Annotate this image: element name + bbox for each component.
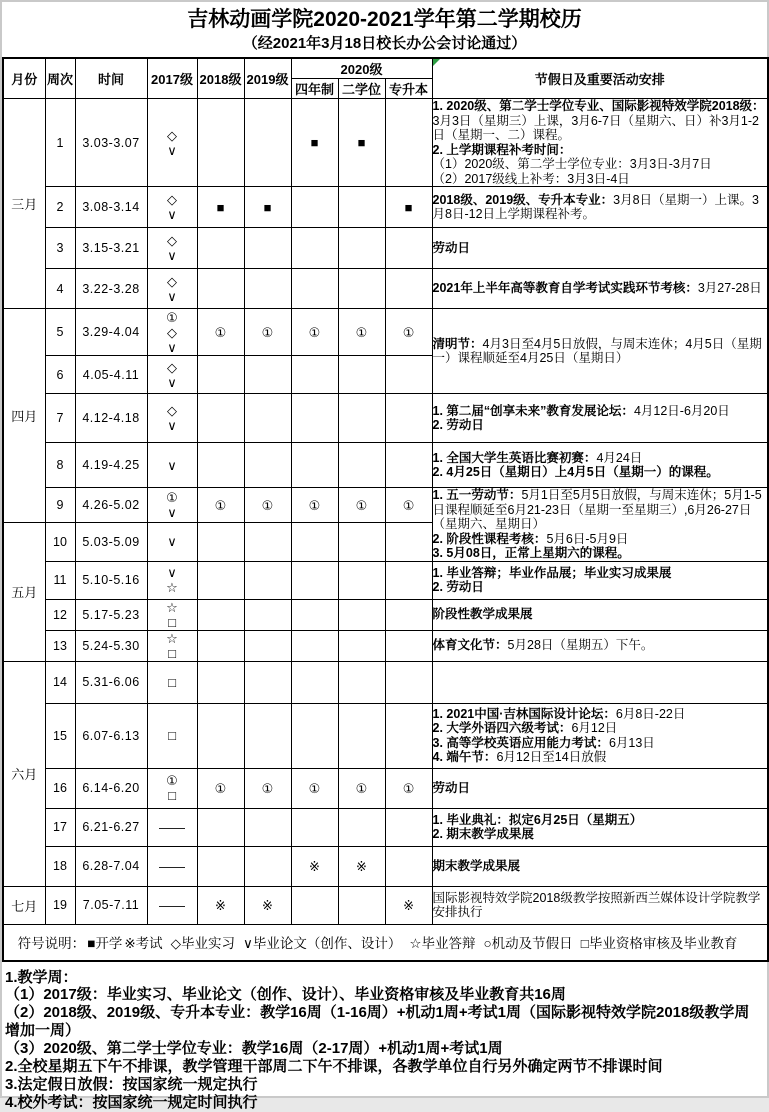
calendar-row — [3, 187, 768, 228]
symbols-2020-4yr — [291, 269, 338, 309]
legend-prefix: 符号说明： — [17, 936, 86, 951]
time-cell: 5.10-5.16 — [75, 561, 147, 599]
note-paragraph: 2. 期末教学成果展 — [432, 827, 534, 841]
note-cell — [432, 443, 768, 488]
week-cell: 10 — [45, 523, 75, 562]
cell-flag-icon — [433, 59, 440, 66]
week-cell: 17 — [45, 808, 75, 846]
week-cell: 13 — [45, 630, 75, 661]
symbols-2020-4yr — [291, 523, 338, 562]
note-cell — [432, 99, 768, 187]
header-notes-label: 节假日及重要活动安排 — [534, 72, 665, 87]
symbols-2020-4yr — [291, 228, 338, 269]
time-cell: 5.24-5.30 — [75, 630, 147, 661]
symbols-2020-2nd-degree — [338, 228, 385, 269]
symbols-2020-2nd-degree: ① — [338, 309, 385, 356]
symbols-2020-4yr — [291, 630, 338, 661]
week-cell: 18 — [45, 846, 75, 886]
symbols-2019: ① — [244, 768, 291, 808]
note-cell — [432, 309, 768, 394]
symbols-2017: □ — [147, 661, 197, 703]
symbols-2020-4yr — [291, 703, 338, 768]
symbols-2018: ① — [197, 488, 244, 523]
week-cell: 16 — [45, 768, 75, 808]
header-2020-4yr: 四年制 — [291, 79, 338, 99]
symbols-2018 — [197, 561, 244, 599]
symbols-2019 — [244, 703, 291, 768]
symbols-2017: ◇ ∨ — [147, 228, 197, 269]
symbols-2020-2nd-degree — [338, 808, 385, 846]
symbols-2020-2nd-degree — [338, 599, 385, 630]
symbols-2019 — [244, 630, 291, 661]
symbols-2019 — [244, 523, 291, 562]
calendar-row — [3, 309, 768, 356]
header-2020-2nd-degree: 二学位 — [338, 79, 385, 99]
week-cell: 5 — [45, 309, 75, 356]
symbols-2020-zhuanshengben — [385, 99, 432, 187]
legend-item: ☆毕业答辩 — [409, 936, 476, 951]
symbols-2020-zhuanshengben — [385, 356, 432, 394]
legend-cell — [3, 924, 768, 961]
symbols-2017: ∨ — [147, 523, 197, 562]
symbols-2020-zhuanshengben: ① — [385, 309, 432, 356]
symbols-2020-4yr — [291, 599, 338, 630]
time-cell: 5.31-6.06 — [75, 661, 147, 703]
footnote-line: （1）2017级：毕业实习、毕业论文（创作、设计）、毕业资格审核及毕业教育共16周 — [5, 986, 566, 1004]
time-cell: 6.14-6.20 — [75, 768, 147, 808]
symbols-2020-2nd-degree — [338, 523, 385, 562]
calendar-row — [3, 599, 768, 630]
symbols-2020-zhuanshengben — [385, 523, 432, 562]
symbols-2017: □ — [147, 703, 197, 768]
note-cell — [432, 808, 768, 846]
month-cell: 五月 — [3, 523, 45, 662]
note-paragraph: 2. 劳动日 — [432, 418, 484, 432]
note-paragraph: 期末教学成果展 — [432, 858, 521, 873]
symbols-2017: ☆ □ — [147, 630, 197, 661]
symbols-2018: ■ — [197, 187, 244, 228]
time-cell: 3.22-3.28 — [75, 269, 147, 309]
note-paragraph: （2）2017级线上补考：3月3日-4日 — [432, 171, 630, 186]
symbols-2019: ① — [244, 488, 291, 523]
header-2020-zhuanshengben: 专升本 — [385, 79, 432, 99]
footnote-line: 4.校外考试：按国家统一规定时间执行 — [5, 1093, 258, 1111]
symbols-2020-4yr: ① — [291, 768, 338, 808]
symbols-2020-2nd-degree — [338, 443, 385, 488]
note-paragraph: 2018级、2019级、专升本专业：3月8日（星期一）上课。3月8日-12日上学期课程补考。 — [432, 192, 760, 221]
calendar-row — [3, 488, 768, 523]
calendar-row — [3, 99, 768, 187]
header-notes — [432, 58, 768, 99]
time-cell: 3.15-3.21 — [75, 228, 147, 269]
calendar-row — [3, 808, 768, 846]
page-title: 吉林动画学院2020-2021学年第二学期校历 — [187, 8, 582, 31]
note-paragraph: 劳动日 — [432, 240, 471, 255]
calendar-row — [3, 768, 768, 808]
note-cell — [432, 846, 768, 886]
symbols-2018: ① — [197, 768, 244, 808]
header-month: 月份 — [3, 58, 45, 99]
page-subtitle: （经2021年3月18日校长办公会讨论通过） — [242, 35, 527, 52]
symbols-2020-4yr — [291, 561, 338, 599]
calendar-table — [2, 57, 769, 962]
symbols-2018 — [197, 661, 244, 703]
symbols-2017: —— — [147, 886, 197, 924]
note-paragraph: 2. 劳动日 — [432, 580, 484, 594]
time-cell: 5.03-5.09 — [75, 523, 147, 562]
symbols-2018 — [197, 599, 244, 630]
symbols-2020-zhuanshengben — [385, 394, 432, 443]
week-cell: 3 — [45, 228, 75, 269]
note-paragraph: 1. 2021中国·吉林国际设计论坛：6月8日-22日 — [432, 706, 686, 721]
symbols-2017: ◇ ∨ — [147, 99, 197, 187]
legend-items — [87, 936, 745, 951]
week-cell: 15 — [45, 703, 75, 768]
symbols-2019 — [244, 269, 291, 309]
note-cell — [432, 228, 768, 269]
time-cell: 4.05-4.11 — [75, 356, 147, 394]
symbols-2019 — [244, 99, 291, 187]
symbols-2017: —— — [147, 846, 197, 886]
symbols-2019: ※ — [244, 886, 291, 924]
symbols-2020-2nd-degree: ■ — [338, 99, 385, 187]
note-paragraph: 清明节：4月3日至4月5日放假，与周末连休；4月5日（星期一）课程顺延至4月25日（星期日） — [432, 336, 762, 365]
symbols-2020-4yr — [291, 394, 338, 443]
symbols-2020-4yr — [291, 886, 338, 924]
symbols-2019 — [244, 846, 291, 886]
time-cell: 6.21-6.27 — [75, 808, 147, 846]
symbols-2018: ① — [197, 309, 244, 356]
symbols-2020-2nd-degree — [338, 269, 385, 309]
legend-item: ∨毕业论文（创作、设计） — [243, 936, 402, 951]
legend-row — [3, 924, 768, 961]
symbols-2018: ※ — [197, 886, 244, 924]
legend-item: ■开学 — [87, 936, 123, 951]
calendar-header — [3, 58, 768, 99]
week-cell: 11 — [45, 561, 75, 599]
note-cell — [432, 488, 768, 562]
symbols-2020-zhuanshengben — [385, 630, 432, 661]
note-paragraph: 1. 第二届“创享未来”教育发展论坛：4月12日-6月20日 — [432, 403, 730, 418]
time-cell: 3.29-4.04 — [75, 309, 147, 356]
symbols-2017: ∨ ☆ — [147, 561, 197, 599]
week-cell: 8 — [45, 443, 75, 488]
symbols-2017: ∨ — [147, 443, 197, 488]
note-paragraph: 2. 上学期课程补考时间： — [432, 142, 572, 157]
symbols-2020-2nd-degree — [338, 561, 385, 599]
symbols-2017: ◇ ∨ — [147, 356, 197, 394]
note-paragraph: 1. 毕业答辩；毕业作品展；毕业实习成果展 — [432, 565, 672, 580]
week-cell: 6 — [45, 356, 75, 394]
symbols-2020-4yr — [291, 443, 338, 488]
calendar-row — [3, 703, 768, 768]
symbols-2020-2nd-degree: ※ — [338, 846, 385, 886]
calendar-row — [3, 886, 768, 924]
week-cell: 7 — [45, 394, 75, 443]
week-cell: 9 — [45, 488, 75, 523]
note-cell — [432, 394, 768, 443]
header-2017: 2017级 — [147, 58, 197, 99]
header-2019: 2019级 — [244, 58, 291, 99]
symbols-2017: ◇ ∨ — [147, 269, 197, 309]
symbols-2018 — [197, 846, 244, 886]
symbols-2018 — [197, 703, 244, 768]
month-cell: 六月 — [3, 661, 45, 886]
month-cell: 三月 — [3, 99, 45, 309]
calendar-row — [3, 846, 768, 886]
legend-item: □毕业资格审核及毕业教育 — [580, 936, 738, 951]
note-cell — [432, 561, 768, 599]
calendar-row — [3, 394, 768, 443]
symbols-2020-2nd-degree: ① — [338, 488, 385, 523]
note-cell — [432, 599, 768, 630]
symbols-2020-zhuanshengben — [385, 269, 432, 309]
note-paragraph: 1. 毕业典礼：拟定6月25日（星期五） — [432, 812, 643, 827]
calendar-row — [3, 661, 768, 703]
note-paragraph: 劳动日 — [432, 780, 471, 795]
note-cell — [432, 886, 768, 924]
time-cell: 6.07-6.13 — [75, 703, 147, 768]
symbols-2018 — [197, 523, 244, 562]
month-cell: 四月 — [3, 309, 45, 523]
symbols-2019 — [244, 808, 291, 846]
footnote-line: （3）2020级、第二学士学位专业：教学16周（2-17周）+机动1周+考试1周 — [5, 1040, 503, 1058]
symbols-2017: ① ◇ ∨ — [147, 309, 197, 356]
symbols-2020-zhuanshengben — [385, 703, 432, 768]
footnote-line: 2.全校星期五下午不排课，教学管理干部周二下午不排课，各教学单位自行另外确定两节不排课时间 — [5, 1058, 663, 1076]
symbols-2020-zhuanshengben — [385, 228, 432, 269]
symbols-2020-zhuanshengben — [385, 661, 432, 703]
symbols-2020-4yr: ① — [291, 309, 338, 356]
week-cell: 1 — [45, 99, 75, 187]
symbols-2020-zhuanshengben — [385, 808, 432, 846]
symbols-2017: ☆ □ — [147, 599, 197, 630]
legend-item: ○机动及节假日 — [483, 936, 573, 951]
legend-item: ※考试 — [124, 936, 163, 951]
note-paragraph: 2021年上半年高等教育自学考试实践环节考核：3月27-28日 — [432, 281, 762, 296]
note-paragraph: 3. 5月08日，正常上星期六的课程。 — [432, 546, 630, 560]
symbols-2019 — [244, 599, 291, 630]
symbols-2018 — [197, 808, 244, 846]
symbols-2020-zhuanshengben — [385, 443, 432, 488]
symbols-2019 — [244, 561, 291, 599]
symbols-2018 — [197, 356, 244, 394]
symbols-2019 — [244, 356, 291, 394]
symbols-2020-2nd-degree — [338, 394, 385, 443]
footnotes — [2, 969, 767, 1112]
note-cell — [432, 661, 768, 703]
note-paragraph: 2. 阶段性课程考核：5月6日-5月9日 — [432, 531, 629, 546]
time-cell: 5.17-5.23 — [75, 599, 147, 630]
symbols-2020-2nd-degree — [338, 187, 385, 228]
symbols-2020-zhuanshengben — [385, 561, 432, 599]
note-cell — [432, 768, 768, 808]
note-cell — [432, 630, 768, 661]
time-cell: 4.26-5.02 — [75, 488, 147, 523]
time-cell: 7.05-7.11 — [75, 886, 147, 924]
note-paragraph: 国际影视特效学院2018级教学按照新西兰媒体设计学院教学安排执行 — [432, 890, 761, 919]
note-paragraph: 1. 2020级、第二学士学位专业、国际影视特效学院2018级：3月3日（星期三）上课，3月6-7日（星期六、日）补3月1-2日（星期一、二）课程。 — [432, 99, 765, 142]
calendar-table-body — [3, 99, 768, 925]
footnote-line: 1.教学周： — [5, 968, 78, 986]
note-paragraph: 体育文化节：5月28日（星期五）下午。 — [432, 638, 654, 653]
symbols-2017: ① □ — [147, 768, 197, 808]
week-cell: 2 — [45, 187, 75, 228]
symbols-2020-2nd-degree — [338, 886, 385, 924]
week-cell: 19 — [45, 886, 75, 924]
symbols-2020-4yr — [291, 808, 338, 846]
symbols-2019 — [244, 661, 291, 703]
symbols-2020-4yr: ① — [291, 488, 338, 523]
symbols-2018 — [197, 443, 244, 488]
symbols-2017: ◇ ∨ — [147, 187, 197, 228]
symbols-2020-zhuanshengben — [385, 599, 432, 630]
symbols-2018 — [197, 630, 244, 661]
note-paragraph: 2. 4月25日（星期日）上4月5日（星期一）的课程。 — [432, 465, 719, 479]
time-cell: 3.03-3.07 — [75, 99, 147, 187]
note-paragraph: 4. 端午节：6月12日至14日放假 — [432, 750, 607, 764]
symbols-2020-zhuanshengben: ■ — [385, 187, 432, 228]
symbols-2017: ◇ ∨ — [147, 394, 197, 443]
time-cell: 3.08-3.14 — [75, 187, 147, 228]
month-cell: 七月 — [3, 886, 45, 924]
symbols-2019 — [244, 228, 291, 269]
symbols-2020-2nd-degree — [338, 356, 385, 394]
symbols-2020-zhuanshengben: ① — [385, 488, 432, 523]
symbols-2020-2nd-degree — [338, 661, 385, 703]
symbols-2020-zhuanshengben: ① — [385, 768, 432, 808]
note-paragraph: 1. 全国大学生英语比赛初赛：4月24日 — [432, 450, 643, 465]
calendar-row — [3, 228, 768, 269]
legend-item: ◇毕业实习 — [170, 936, 236, 951]
symbols-2018 — [197, 394, 244, 443]
header-2020: 2020级 — [291, 58, 432, 79]
note-cell — [432, 703, 768, 768]
time-cell: 4.19-4.25 — [75, 443, 147, 488]
symbols-2017: —— — [147, 808, 197, 846]
calendar-row — [3, 269, 768, 309]
symbols-2019: ■ — [244, 187, 291, 228]
symbols-2017: ① ∨ — [147, 488, 197, 523]
symbols-2019: ① — [244, 309, 291, 356]
note-cell — [432, 269, 768, 309]
calendar-row — [3, 630, 768, 661]
time-cell: 6.28-7.04 — [75, 846, 147, 886]
symbols-2020-zhuanshengben: ※ — [385, 886, 432, 924]
symbols-2020-2nd-degree — [338, 630, 385, 661]
symbols-2020-4yr — [291, 661, 338, 703]
symbols-2020-2nd-degree — [338, 703, 385, 768]
header-2018: 2018级 — [197, 58, 244, 99]
week-cell: 14 — [45, 661, 75, 703]
note-cell — [432, 187, 768, 228]
footnote-line: （2）2018级、2019级、专升本专业：教学16周（1-16周）+机动1周+考试1周（国际影视特效学院2018级教学周增加一周） — [5, 1004, 750, 1040]
note-paragraph: 3. 高等学校英语应用能力考试：6月13日 — [432, 735, 655, 750]
symbols-2020-4yr: ■ — [291, 99, 338, 187]
symbols-2019 — [244, 443, 291, 488]
symbols-2019 — [244, 394, 291, 443]
symbols-2018 — [197, 228, 244, 269]
time-cell: 4.12-4.18 — [75, 394, 147, 443]
week-cell: 4 — [45, 269, 75, 309]
symbols-2018 — [197, 269, 244, 309]
header-time: 时间 — [75, 58, 147, 99]
note-paragraph: 1. 五一劳动节：5月1日至5月5日放假，与周末连休；5月1-5日课程顺延至6月21-23日（星期一至星期三）,6月26-27日（星期六、星期日） — [432, 488, 762, 531]
symbols-2018 — [197, 99, 244, 187]
symbols-2020-4yr — [291, 187, 338, 228]
note-paragraph: 2. 大学外语四六级考试：6月12日 — [432, 721, 618, 735]
note-paragraph: （1）2020级、第二学士学位专业：3月3日-3月7日 — [432, 157, 712, 171]
note-paragraph: 阶段性教学成果展 — [432, 607, 533, 622]
symbols-2020-2nd-degree: ① — [338, 768, 385, 808]
calendar-row — [3, 443, 768, 488]
symbols-2020-4yr: ※ — [291, 846, 338, 886]
footnote-line: 3.法定假日放假：按国家统一规定执行 — [5, 1075, 258, 1093]
calendar-row — [3, 561, 768, 599]
symbols-2020-4yr — [291, 356, 338, 394]
symbols-2020-zhuanshengben — [385, 846, 432, 886]
header-week: 周次 — [45, 58, 75, 99]
week-cell: 12 — [45, 599, 75, 630]
